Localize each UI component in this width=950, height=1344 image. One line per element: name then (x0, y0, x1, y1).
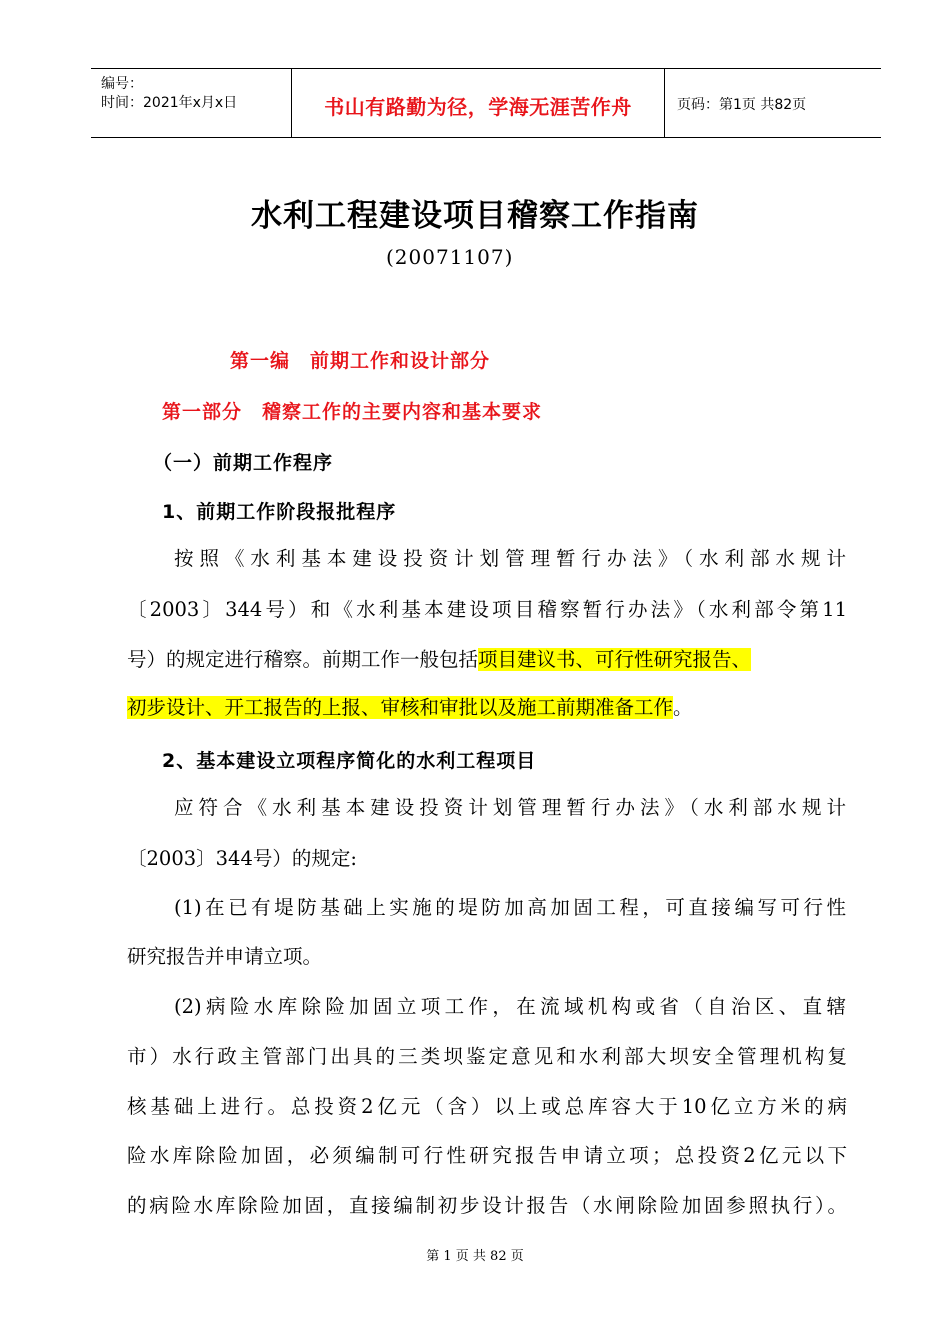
section-heading: 第一部分 稽察工作的主要内容和基本要求 (162, 401, 543, 423)
paragraph-line: 〔2003〕344号）的规定: (127, 847, 357, 870)
paragraph-line (127, 646, 847, 674)
paragraph-line: 研究报告并申请立项。 (127, 945, 323, 968)
paragraph-line: 的病险水库除险加固，直接编制初步设计报告（水闸除险加固参照执行）。 (127, 1194, 847, 1217)
paragraph-line: 核基础上进行。总投资2亿元（含）以上或总库容大于10亿立方米的病 (127, 1095, 847, 1118)
item-heading-2: 2、基本建设立项程序简化的水利工程项目 (162, 750, 537, 772)
header-table (91, 68, 881, 138)
part-heading: 第一编 前期工作和设计部分 (230, 350, 491, 372)
paragraph-line: (1)在已有堤防基础上实施的堤防加高加固工程，可直接编写可行性 (174, 896, 846, 919)
page-label: 页码：第1页 共82页 (677, 97, 807, 113)
document-subtitle: (20071107) (386, 245, 514, 269)
document-title: 水利工程建设项目稽察工作指南 (251, 198, 699, 234)
paragraph-line: 按照《水利基本建设投资计划管理暂行办法》（水利部水规计 (174, 547, 846, 570)
subsection-heading: （一）前期工作程序 (153, 452, 334, 474)
paragraph-line: 应符合《水利基本建设投资计划管理暂行办法》（水利部水规计 (174, 796, 846, 819)
highlighted-text: 项目建议书、可行性研究报告、 (478, 648, 752, 671)
paragraph-text: 号）的规定进行稽察。前期工作一般包括 (127, 648, 479, 671)
date-label: 时间：2021年x月x日 (101, 95, 238, 111)
header-meta-cell (91, 69, 292, 137)
paragraph-line: (2)病险水库除险加固立项工作，在流域机构或省（自治区、直辖 (174, 995, 846, 1018)
header-motto-cell (292, 69, 665, 137)
highlighted-text: 初步设计、开工报告的上报、审核和审批以及施工前期准备工作 (127, 696, 674, 719)
paragraph-line (127, 694, 847, 722)
page-footer: 第 1 页 共 82 页 (426, 1249, 524, 1264)
paragraph-line: 〔2003〕344号）和《水利基本建设项目稽察暂行办法》（水利部令第11 (127, 598, 847, 621)
paragraph-line: 市）水行政主管部门出具的三类坝鉴定意见和水利部大坝安全管理机构复 (127, 1045, 847, 1068)
paragraph-text: 。 (673, 696, 693, 719)
header-page-cell (665, 69, 881, 137)
number-label: 编号： (101, 76, 143, 92)
motto: 书山有路勤为径，学海无涯苦作舟 (324, 95, 632, 119)
item-heading-1: 1、前期工作阶段报批程序 (162, 501, 397, 523)
paragraph-line: 险水库除险加固，必须编制可行性研究报告申请立项；总投资2亿元以下 (127, 1144, 847, 1167)
